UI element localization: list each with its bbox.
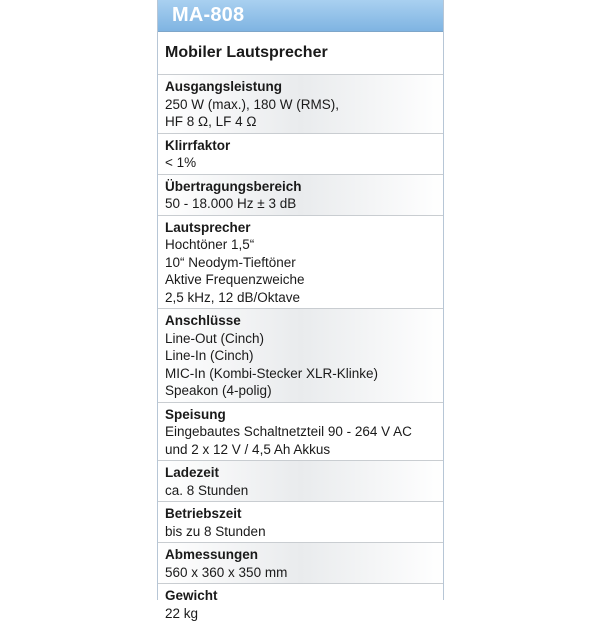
product-subtitle-row bbox=[158, 32, 443, 74]
spec-row bbox=[158, 583, 443, 624]
model-title: MA-808 bbox=[172, 4, 245, 26]
spec-value: Hochtöner 1,5“ bbox=[165, 237, 255, 252]
product-subtitle: Mobiler Lautsprecher bbox=[165, 44, 328, 61]
spec-value: Line-In (Cinch) bbox=[165, 348, 254, 363]
spec-value: Aktive Frequenzweiche bbox=[165, 272, 305, 287]
spec-value: ca. 8 Stunden bbox=[165, 482, 249, 498]
spec-row bbox=[158, 133, 443, 174]
spec-row bbox=[158, 174, 443, 215]
model-header bbox=[158, 0, 443, 32]
spec-row bbox=[158, 501, 443, 542]
spec-value: und 2 x 12 V / 4,5 Ah Akkus bbox=[165, 441, 331, 457]
spec-sheet bbox=[157, 0, 444, 621]
spec-list bbox=[158, 74, 443, 624]
spec-value: Eingebautes Schaltnetzteil 90 - 264 V AC bbox=[165, 424, 412, 439]
spec-value: HF 8 Ω, LF 4 Ω bbox=[165, 114, 257, 129]
spec-value: 50 - 18.000 Hz ± 3 dB bbox=[165, 196, 297, 211]
spec-row bbox=[158, 74, 443, 133]
spec-value: bis zu 8 Stunden bbox=[165, 523, 266, 539]
spec-value: < 1% bbox=[165, 155, 197, 170]
spec-value: Line-Out (Cinch) bbox=[165, 330, 265, 346]
spec-value: 22 kg bbox=[165, 605, 199, 621]
spec-row bbox=[158, 460, 443, 501]
spec-label: Ladezeit bbox=[165, 465, 220, 480]
spec-value: 2,5 kHz, 12 dB/Oktave bbox=[165, 289, 301, 305]
spec-row bbox=[158, 215, 443, 309]
spec-row bbox=[158, 402, 443, 461]
spec-label: Speisung bbox=[165, 406, 226, 422]
spec-value: 10“ Neodym-Tieftöner bbox=[165, 254, 296, 270]
spec-label: Abmessungen bbox=[165, 547, 259, 562]
spec-value: MIC-In (Kombi-Stecker XLR-Klinke) bbox=[165, 365, 379, 381]
spec-label: Übertragungsbereich bbox=[165, 178, 302, 194]
spec-label: Lautsprecher bbox=[165, 219, 251, 235]
spec-row bbox=[158, 542, 443, 583]
spec-label: Gewicht bbox=[165, 588, 218, 603]
spec-value: 250 W (max.), 180 W (RMS), bbox=[165, 96, 340, 112]
spec-label: Betriebszeit bbox=[165, 506, 242, 521]
spec-value: 560 x 360 x 350 mm bbox=[165, 564, 288, 580]
spec-label: Anschlüsse bbox=[165, 313, 241, 328]
spec-value: Speakon (4-polig) bbox=[165, 383, 272, 398]
spec-row bbox=[158, 308, 443, 402]
spec-label: Klirrfaktor bbox=[165, 137, 231, 153]
spec-label: Ausgangsleistung bbox=[165, 79, 283, 94]
